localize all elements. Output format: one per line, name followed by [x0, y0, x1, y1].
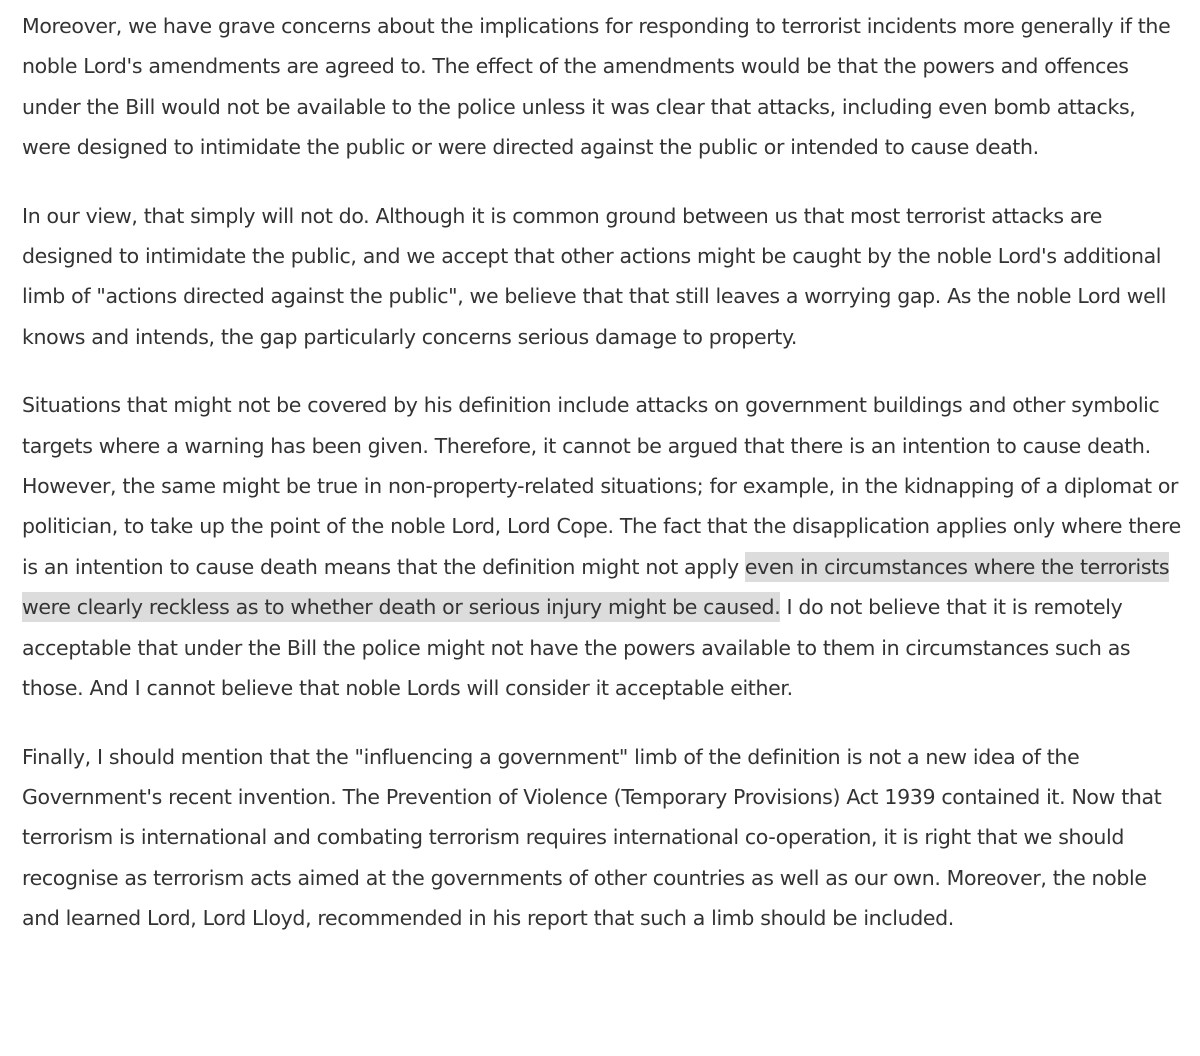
- paragraph-4: Finally, I should mention that the "influencing a government" limb of the definition is not a new idea of the Government's recent invention. The Prevention of Violence (Temporary Provisions) Act 1939 contained it. Now that terrorism is international and combating terrorism requires international co-operation, it is right that we should recognise as terrorism acts aimed at the governments of other countries as well as our own. Moreover, the noble and learned Lord, Lord Lloyd, recommended in his report that such a limb should be included.: [22, 744, 1162, 931]
- highlighted-quote[interactable]: even in circumstances where the terrorists were clearly reckless as to whether death or serious injury might be caused.: [22, 552, 1169, 622]
- paragraph-2: In our view, that simply will not do. Although it is common ground between us that most terrorist attacks are designed to intimidate the public, and we accept that other actions might be caught by the noble Lord's additional limb of "actions directed against the public", we believe that that still leaves a worrying gap. As the noble Lord well knows and intends, the gap particularly concerns serious damage to property.: [22, 203, 1167, 349]
- paragraph-1: Moreover, we have grave concerns about the implications for responding to terrorist incidents more generally if the noble Lord's amendments are agreed to. The effect of the amendments would be that the powers and offences under the Bill would not be available to the police unless it was clear that attacks, including even bomb attacks, were designed to intimidate the public or were directed against the public or intended to cause death.: [22, 14, 1171, 160]
- paragraph-3: [22, 385, 1190, 708]
- paragraph-3-text-before: Situations that might not be covered by his definition include attacks on government buildings and other symbolic targets where a warning has been given. Therefore, it cannot be argued that there is an intention to cause death. However, the same might be true in non-property-related situations; for example, in the kidnapping of a diplomat or politician, to take up the point of the noble Lord, Lord Cope. The fact that the disapplication applies only where there is an intention to cause death means that the definition might not apply: [22, 393, 1181, 579]
- paragraph-3-text-after: I do not believe that it is remotely acceptable that under the Bill the police might not have the powers available to them in circumstances such as those. And I cannot believe that noble Lords will consider it acceptable either.: [22, 595, 1131, 701]
